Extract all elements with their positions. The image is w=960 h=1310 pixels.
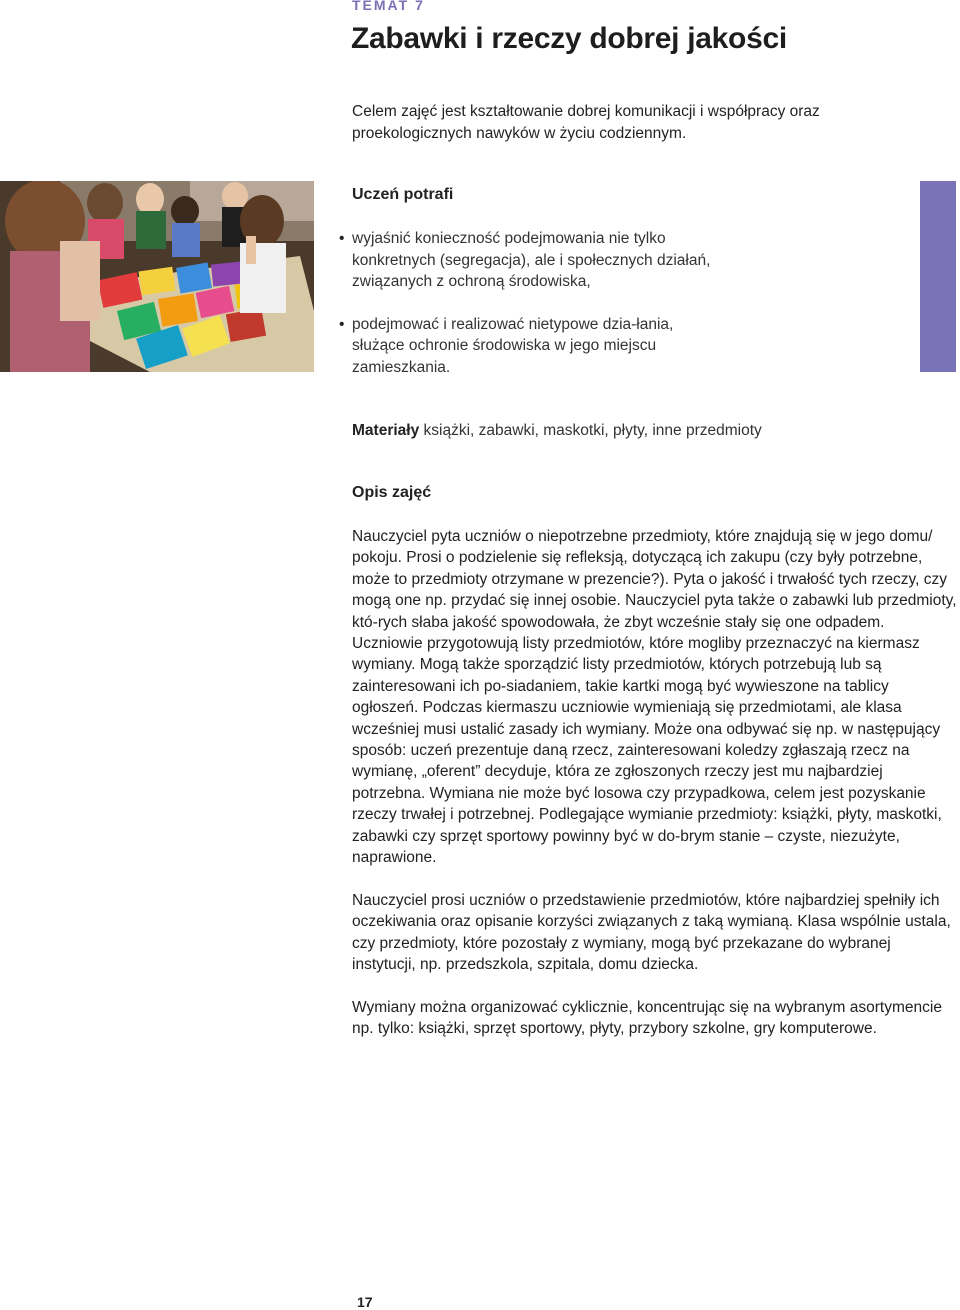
skills-list [352,228,712,399]
skills-list-item: • wyjaśnić konieczność podejmowania nie tylko konkretnych (segregacja), ale i społecznych działań, związanych z ochroną środowiska, [352,228,712,293]
topic-label: TEMAT 7 [352,0,425,13]
description-heading: Opis zajęć [352,484,432,501]
children-swap-photo [0,181,314,372]
page-title: Zabawki i rzeczy dobrej jakości [351,22,787,55]
accent-side-bar [920,181,956,372]
page-number: 17 [357,1294,373,1310]
skills-list-item: • podejmować i realizować nietypowe dzia-łania, służące ochronie środowiska w jego miejscu zamieszkania. [352,314,712,379]
materials-label: Materiały [352,422,420,439]
materials-text: książki, zabawki, maskotki, płyty, inne przedmioty [423,422,762,439]
description-paragraph: Nauczyciel pyta uczniów o niepotrzebne przedmioty, które znajdują się w jego domu/ pokoju. Prosi o podzielenie się refleksją, dotyczącą ich zakupu (czy były potrzebne, może to przedmioty otrzymane w prezencie?). Pyta o jakość i trwałość tych rzeczy, czy mogą one np. przydać się innej osobie. Nauczyciel pyta także o zabawki lub przedmioty, któ-rych słaba jakość spowodowała, że zbyt wcześnie stały się one odpadem. Uczniowie przygotowują listy przedmiotów, które mogliby przeznaczyć na kiermasz wymiany. Mogą także sporządzić listy przedmiotów, których potrzebują lub są zainteresowani ich po-siadaniem, takie kartki mogą być wywieszone na tablicy ogłoszeń. Podczas kiermaszu uczniowie wymieniają się przedmiotami, ale klasa wcześniej musi ustalić zasady ich wymiany. Może ona odbywać się np. w następujący sposób: uczeń prezentuje daną rzecz, zainteresowani koledzy zgłaszają rzecz na wymianę, „oferent” decyduje, która ze zgłoszonych rzeczy jest mu najbardziej potrzebna. Wymiana nie może być losowa czy przypadkowa, celem jest pozyskanie rzeczy trwałej i potrzebnej. Podlegające wymianie przedmioty: książki, płyty, maskotki, zabawki czy sprzęt sportowy powinny być w do-brym stanie – czyste, niezużyte, naprawione. [352,528,957,867]
skills-heading: Uczeń potrafi [352,186,454,203]
description-paragraph: Nauczyciel prosi uczniów o przedstawienie przedmiotów, które najbardziej spełniły ich oczekiwania oraz opisanie korzyści związanych z taką wymianą. Klasa wspólnie ustala, czy przedmioty, które pozostały z wymiany, mogą być przekazane do wybranej instytucji, np. przedszkola, szpitala, domu dziecka. [352,891,951,974]
description-body [352,526,958,1061]
description-paragraph: Wymiany można organizować cyklicznie, koncentrując się na wybranym asortymencie np. tylko: książki, sprzęt sportowy, płyty, przybory szkolne, gry komputerowe. [352,998,942,1038]
intro-text: Celem zajęć jest kształtowanie dobrej komunikacji i współpracy oraz proekologicznych nawyków w życiu codziennym. [352,103,820,142]
materials-line [352,420,932,442]
